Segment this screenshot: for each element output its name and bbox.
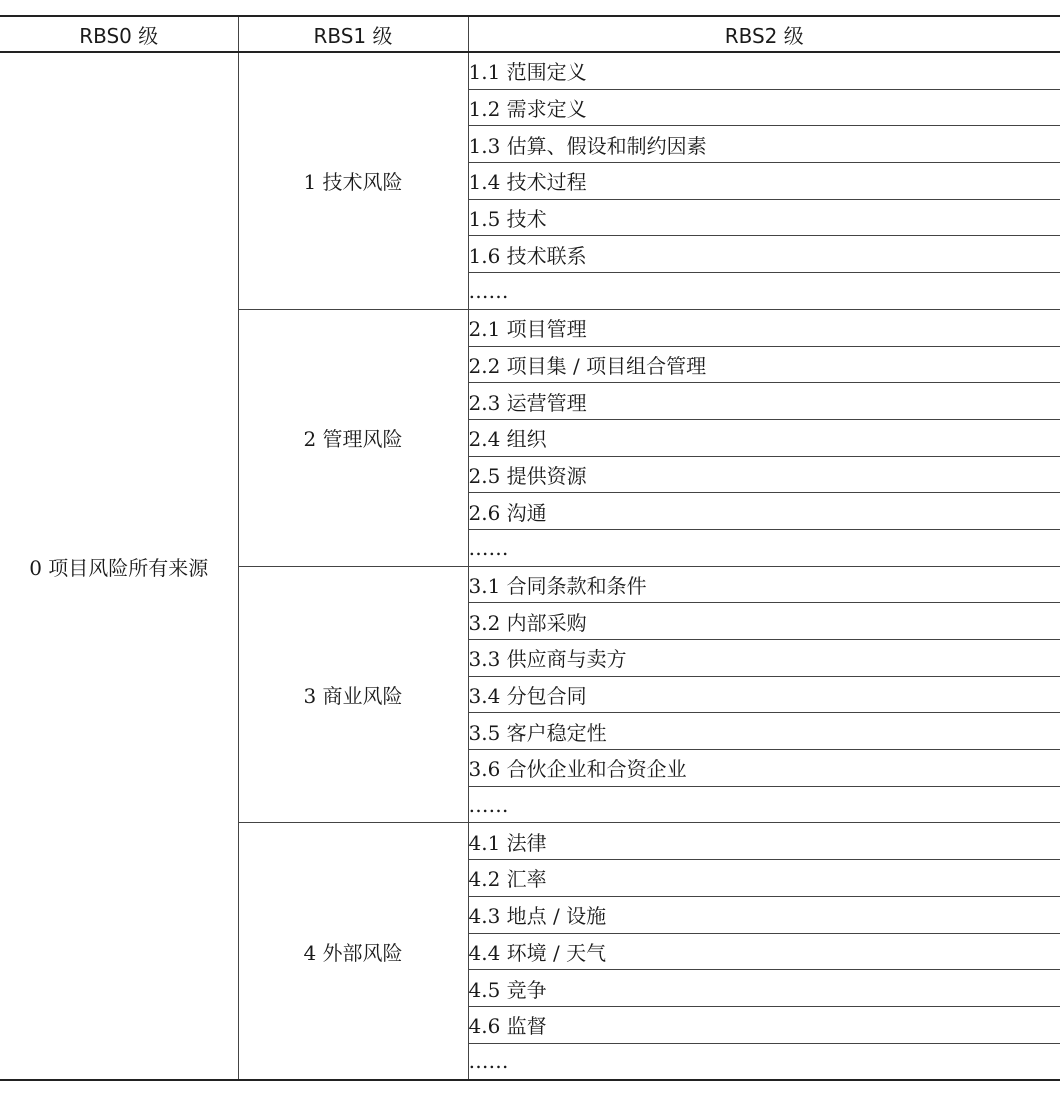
rbs2-item-cell: …… bbox=[468, 529, 1060, 566]
rbs2-item-cell: …… bbox=[468, 273, 1060, 310]
rbs2-item-cell: 4.2 汇率 bbox=[468, 860, 1060, 897]
rbs1-category-cell: 1 技术风险 bbox=[238, 52, 468, 309]
rbs2-item-cell: 2.4 组织 bbox=[468, 419, 1060, 456]
rbs2-item-cell: 3.4 分包合同 bbox=[468, 676, 1060, 713]
header-rbs2: RBS2 级 bbox=[468, 16, 1060, 52]
rbs2-item-cell: 3.1 合同条款和条件 bbox=[468, 566, 1060, 603]
rbs2-item-cell: 2.6 沟通 bbox=[468, 493, 1060, 530]
header-rbs0: RBS0 级 bbox=[0, 16, 238, 52]
rbs2-item-cell: 1.5 技术 bbox=[468, 199, 1060, 236]
rbs1-category-cell: 2 管理风险 bbox=[238, 309, 468, 566]
rbs2-item-cell: 2.2 项目集 / 项目组合管理 bbox=[468, 346, 1060, 383]
table-row bbox=[0, 52, 1060, 89]
header-rbs1: RBS1 级 bbox=[238, 16, 468, 52]
rbs2-item-cell: 4.5 竞争 bbox=[468, 970, 1060, 1007]
rbs2-item-cell: 4.4 环境 / 天气 bbox=[468, 933, 1060, 970]
rbs2-item-cell: 1.2 需求定义 bbox=[468, 89, 1060, 126]
rbs2-item-cell: 1.1 范围定义 bbox=[468, 52, 1060, 89]
rbs2-item-cell: 1.3 估算、假设和制约因素 bbox=[468, 126, 1060, 163]
table-body bbox=[0, 52, 1060, 1080]
rbs2-item-cell: 3.3 供应商与卖方 bbox=[468, 640, 1060, 677]
rbs2-item-cell: 1.4 技术过程 bbox=[468, 163, 1060, 200]
risk-breakdown-structure-table bbox=[0, 15, 1060, 1081]
rbs2-item-cell: 4.1 法律 bbox=[468, 823, 1060, 860]
rbs1-category-cell: 3 商业风险 bbox=[238, 566, 468, 823]
rbs2-item-cell: 3.6 合伙企业和合资企业 bbox=[468, 750, 1060, 787]
rbs1-category-cell: 4 外部风险 bbox=[238, 823, 468, 1080]
rbs2-item-cell: 2.1 项目管理 bbox=[468, 309, 1060, 346]
rbs2-item-cell: 4.6 监督 bbox=[468, 1006, 1060, 1043]
rbs2-item-cell: …… bbox=[468, 1043, 1060, 1080]
rbs2-item-cell: 2.3 运营管理 bbox=[468, 383, 1060, 420]
table-header bbox=[0, 16, 1060, 52]
rbs0-root-cell: 0 项目风险所有来源 bbox=[0, 52, 238, 1080]
rbs2-item-cell: 2.5 提供资源 bbox=[468, 456, 1060, 493]
rbs2-item-cell: 4.3 地点 / 设施 bbox=[468, 896, 1060, 933]
rbs2-item-cell: …… bbox=[468, 786, 1060, 823]
rbs2-item-cell: 3.5 客户稳定性 bbox=[468, 713, 1060, 750]
rbs2-item-cell: 3.2 内部采购 bbox=[468, 603, 1060, 640]
rbs2-item-cell: 1.6 技术联系 bbox=[468, 236, 1060, 273]
header-row bbox=[0, 16, 1060, 52]
